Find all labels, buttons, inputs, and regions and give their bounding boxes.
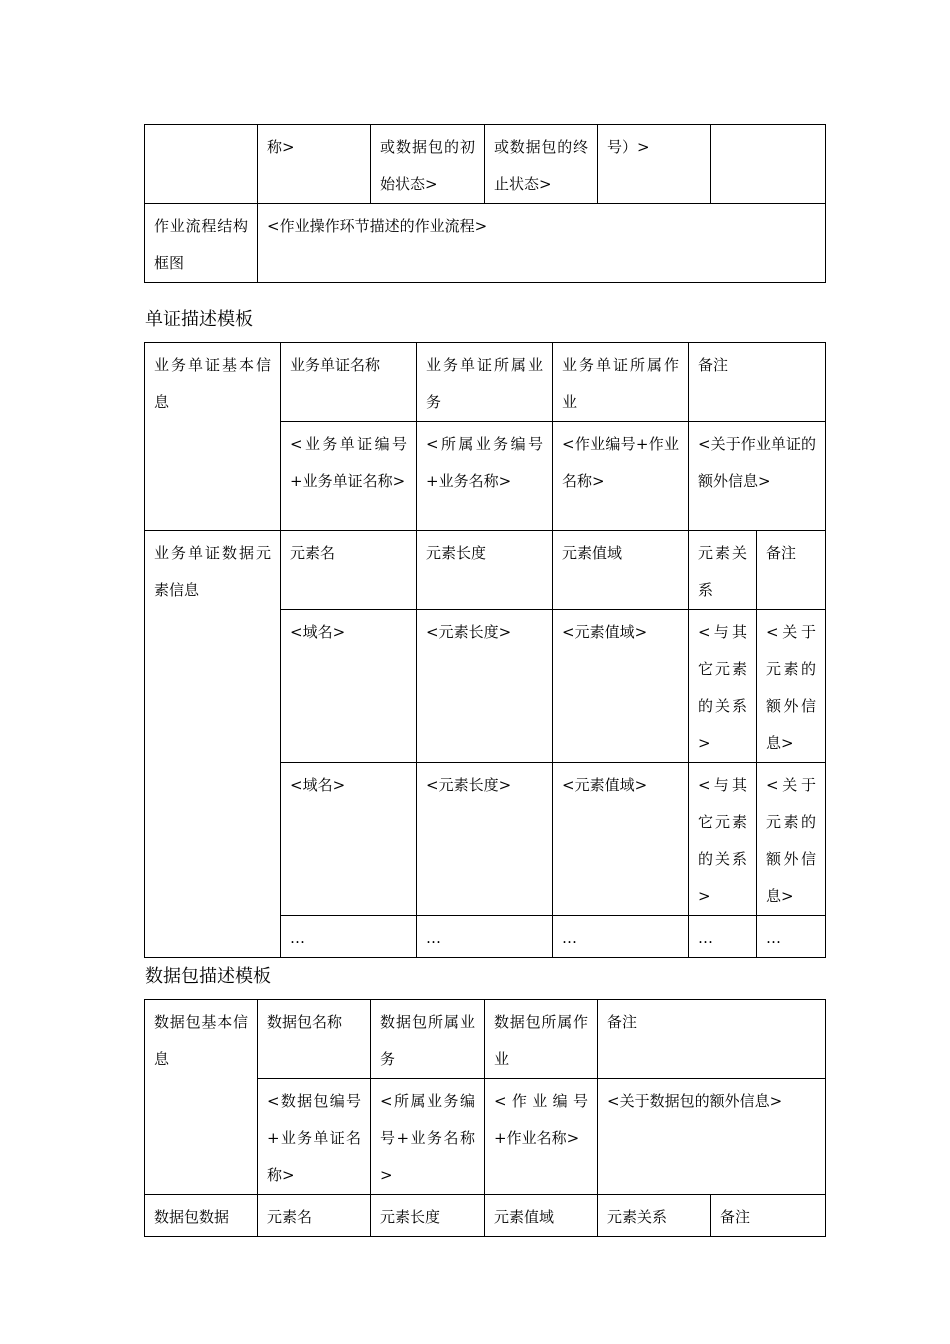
job-description-table-continued xyxy=(144,124,826,283)
flow-diagram-value: <作业操作环节描述的作业流程> xyxy=(258,204,826,283)
header-cell: 备注 xyxy=(757,531,826,610)
header-cell: 业务单证所属作业 xyxy=(553,343,689,422)
header-cell: 数据包所属业务 xyxy=(371,1000,485,1079)
header-cell: 元素长度 xyxy=(371,1195,485,1237)
header-cell: 元素关系 xyxy=(689,531,757,610)
value-cell: <关于元素的额外信息> xyxy=(757,763,826,916)
table-row xyxy=(145,343,826,422)
element-info-label: 数据包数据 xyxy=(145,1195,258,1237)
header-cell: 元素关系 xyxy=(598,1195,711,1237)
value-cell: <元素长度> xyxy=(417,610,553,763)
header-cell: 元素名 xyxy=(281,531,417,610)
document-template-table xyxy=(144,342,826,958)
value-cell: <所属业务编号+业务名称> xyxy=(371,1079,485,1195)
value-cell: <数据包编号+业务单证名称> xyxy=(258,1079,371,1195)
ellipsis-cell: … xyxy=(757,916,826,958)
value-cell: <元素值域> xyxy=(553,610,689,763)
header-cell: 数据包所属作业 xyxy=(485,1000,598,1079)
header-cell: 业务单证所属业务 xyxy=(417,343,553,422)
table-row xyxy=(145,531,826,610)
header-cell: 元素值域 xyxy=(485,1195,598,1237)
header-cell: 备注 xyxy=(689,343,826,422)
ellipsis-cell: … xyxy=(553,916,689,958)
header-cell: 备注 xyxy=(598,1000,826,1079)
table-cell xyxy=(711,125,826,204)
table-row xyxy=(145,125,826,204)
header-cell: 备注 xyxy=(711,1195,826,1237)
table-cell: 称> xyxy=(258,125,371,204)
value-cell: <元素值域> xyxy=(553,763,689,916)
section-title-document-template: 单证描述模板 xyxy=(145,309,253,330)
value-cell: <域名> xyxy=(281,610,417,763)
header-cell: 元素名 xyxy=(258,1195,371,1237)
value-cell: <元素长度> xyxy=(417,763,553,916)
table-row xyxy=(145,1000,826,1079)
flow-diagram-label: 作业流程结构框图 xyxy=(145,204,258,283)
element-info-label: 业务单证数据元素信息 xyxy=(145,531,281,958)
table-cell: 号）> xyxy=(598,125,711,204)
data-package-template-table xyxy=(144,999,826,1237)
value-cell: <关于元素的额外信息> xyxy=(757,610,826,763)
header-cell: 元素值域 xyxy=(553,531,689,610)
value-cell: <作业编号+作业名称> xyxy=(553,422,689,531)
table-row xyxy=(145,1195,826,1237)
value-cell: <业务单证编号+业务单证名称> xyxy=(281,422,417,531)
ellipsis-cell: … xyxy=(281,916,417,958)
ellipsis-cell: … xyxy=(689,916,757,958)
section-title-data-package-template: 数据包描述模板 xyxy=(145,966,271,987)
value-cell: <与其它元素的关系> xyxy=(689,763,757,916)
value-cell: <作业编号+作业名称> xyxy=(485,1079,598,1195)
value-cell: <关于数据包的额外信息> xyxy=(598,1079,826,1195)
header-cell: 数据包名称 xyxy=(258,1000,371,1079)
value-cell: <域名> xyxy=(281,763,417,916)
value-cell: <与其它元素的关系> xyxy=(689,610,757,763)
basic-info-label: 数据包基本信息 xyxy=(145,1000,258,1195)
table-cell xyxy=(145,125,258,204)
header-cell: 业务单证名称 xyxy=(281,343,417,422)
header-cell: 元素长度 xyxy=(417,531,553,610)
value-cell: <所属业务编号+业务名称> xyxy=(417,422,553,531)
table-cell: 或数据包的初始状态> xyxy=(371,125,485,204)
ellipsis-cell: … xyxy=(417,916,553,958)
basic-info-label: 业务单证基本信息 xyxy=(145,343,281,531)
value-cell: <关于作业单证的额外信息> xyxy=(689,422,826,531)
table-cell: 或数据包的终止状态> xyxy=(485,125,598,204)
table-row xyxy=(145,204,826,283)
